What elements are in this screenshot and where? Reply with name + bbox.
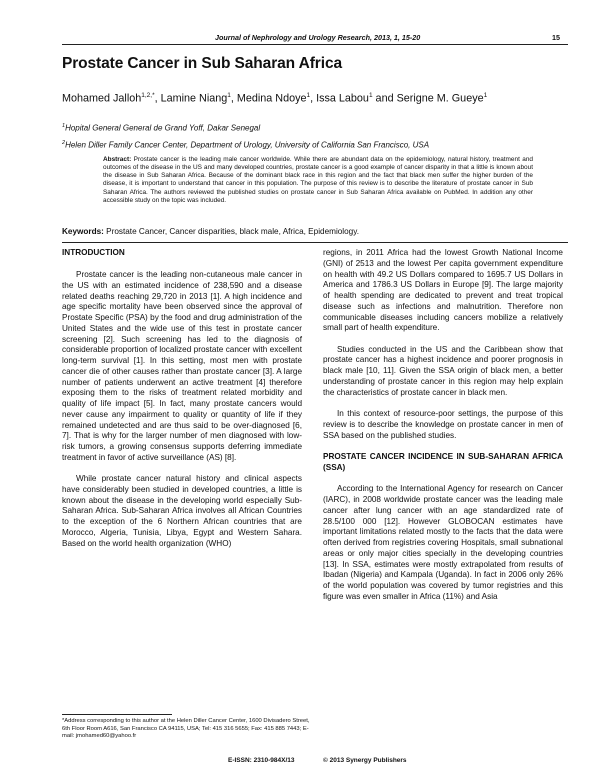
page-number: 15 <box>552 33 560 42</box>
paragraph: While prostate cancer natural history and clinical aspects have considerably been studied in developed countries, a little is known about the disease in the developing world especially Sub-Saharan Africa. Sub-Saharan Africa involves all African Countries to the exception of the 6 Northern African countries that are Morocco, Algeria, Tunisia, Libya, Egypt and Western Sahara. Based on the world health organization (WHO) <box>62 474 302 548</box>
affiliation-mark: 1 <box>62 123 66 129</box>
paragraph: Studies conducted in the US and the Caribbean show that prostate cancer has a highest incidence and poorer prognosis in black male [10, 11]. Given the SSA origin of black men, a better understanding of prostate cancer in this region may help explain the characteristics of prostate cancer in black men. <box>323 344 563 397</box>
author-affil-mark: 1 <box>306 92 311 99</box>
author-separator: , <box>154 92 161 105</box>
affiliation-2 <box>62 140 572 150</box>
keywords <box>62 227 562 236</box>
section-heading-introduction: INTRODUCTION <box>62 248 125 257</box>
paragraph: regions, in 2011 Africa had the lowest Growth National Income (GNI) of 2513 and the lowest Per capita government expenditure on health with 49.2 US Dollars compared to 1695.7 US Dollars in America and 1786.3 US Dollars in Europe [9]. The large majority of health spending are dedicated to prevent and treat tropical disease such as infections and malnutrition. Therefore non communicable diseases including cancers mobilize a relatively small part of health expenditure. <box>323 248 563 333</box>
right-column <box>323 248 563 613</box>
affiliation-text: Helen Diller Family Cancer Center, Department of Urology, University of California San Francisco, USA <box>65 140 430 150</box>
affiliation-mark: 2 <box>62 140 66 146</box>
author-name: Lamine Niang <box>160 92 228 105</box>
abstract-label: Abstract: <box>103 156 132 163</box>
footer-issn: E-ISSN: 2310-984X/13 <box>228 757 295 764</box>
author-affil-mark: 1,2,* <box>141 92 155 99</box>
corresponding-author-footnote: *Address corresponding to this author at the Helen Diller Cancer Center, 1600 Divisadero Street, 6th Floor Room A616, San Francisco CA 94115, USA; Tel: 415 316 5655; Fax: 415 885 7443; E-mail: jmohamed60@yahoo.fr <box>62 718 310 740</box>
paragraph: Prostate cancer is the leading non-cutaneous male cancer in the US with an estimated incidence of 238,590 and a disease related deaths reaching 29,720 in 2013 [1]. A high incidence and age specific mortality have been observed since the approval of Prostate Specific (PSA) by the food and drug administration of the United States and the wide use of this test in prostate cancer screening [2]. Such screening has led to the diagnosis of considerable proportion of localized prostate cancer with excellent long-term survival [1]. In this setting, most men with prostate cancer die of other causes rather than prostate cancer [3]. A large number of patients underwent an active treatment [4] therefore exposing them to the risks of treatment related morbidity and quality of life impact [5]. In fact, many prostate cancers would never cause any impairment to quality or quantity of life if they remained undetected and are thus said to be over-diagnosed [6, 7]. That is why for the larger number of men diagnosed with low-risk tumors, a growing consensus supports deferring immediate treatment in favor of active surveillance (AS) [8]. <box>62 270 302 462</box>
author-name: Medina Ndoye <box>236 92 307 105</box>
affiliation-text: Hopital General General de Grand Yoff, Dakar Senegal <box>65 123 261 133</box>
section-divider <box>62 242 568 243</box>
affiliation-1 <box>62 123 572 133</box>
author-affil-mark: 1 <box>227 92 231 99</box>
author-name: Issa Labou <box>316 92 369 105</box>
keywords-text: Prostate Cancer, Cancer disparities, black male, Africa, Epidemiology. <box>103 227 359 236</box>
footnote-divider <box>62 714 172 715</box>
author-separator: , <box>230 92 237 105</box>
keywords-label: Keywords: <box>62 227 104 236</box>
author-name: Mohamed Jalloh <box>62 92 142 105</box>
paragraph: According to the International Agency for research on Cancer (IARC), in 2008 worldwide prostate cancer was the leading male cancer after lung cancer with an age standardized rate of 28.5/100 000 [12]. However GLOBOCAN estimates have important limitations related mostly to the facts that the data were often derived from registries covering Hospitals, small subnational areas or only major cities specially in the developing countries [13]. In SSA, estimates were mostly extrapolated from results of Ibadan (Nigeria) and Kampala (Uganda). In fact in 2006 only 26% of the world population was covered by tumor registries and this figure was even smaller in Africa (11%) and Asia <box>323 484 563 601</box>
author-affil-mark: 1 <box>368 92 373 99</box>
author-affil-mark: 1 <box>483 92 488 99</box>
footer-copyright: © 2013 Synergy Publishers <box>323 757 407 764</box>
author-separator: and <box>372 92 397 105</box>
author-separator: , <box>310 92 317 105</box>
author-list <box>62 92 572 105</box>
paragraph: In this context of resource-poor settings, the purpose of this review is to describe the knowledge on prostate cancer in men of SSA based on the published studies. <box>323 409 563 440</box>
header-divider <box>62 44 568 45</box>
journal-header: Journal of Nephrology and Urology Research, 2013, 1, 15-20 <box>215 33 421 42</box>
abstract <box>103 156 533 205</box>
author-name: Serigne M. Gueye <box>396 92 484 105</box>
left-column <box>62 270 302 560</box>
abstract-text: Prostate cancer is the leading male cancer worldwide. While there are abundant data on the epidemiology, natural history, treatment and outcomes of the disease in the US and many developed countries, prostate cancer is a good example of cancer disparity in that a little is known about the disease in Sub Saharan Africa. Because of the dominant black race in this region and the fact that black men suffer the higher burden of the disease, it is important to understand that cancer in this population. The purpose of this review is to describe the literature of prostate cancer in Sub Saharan Africa. The authors reviewed the published studies on prostate cancer in Sub Saharan Africa available on PubMed. In addition any other accessible study on the topic was included. <box>103 156 533 204</box>
article-title: Prostate Cancer in Sub Saharan Africa <box>62 55 342 72</box>
section-heading-incidence: PROSTATE CANCER INCIDENCE IN SUB-SAHARAN AFRICA (SSA) <box>323 452 563 472</box>
